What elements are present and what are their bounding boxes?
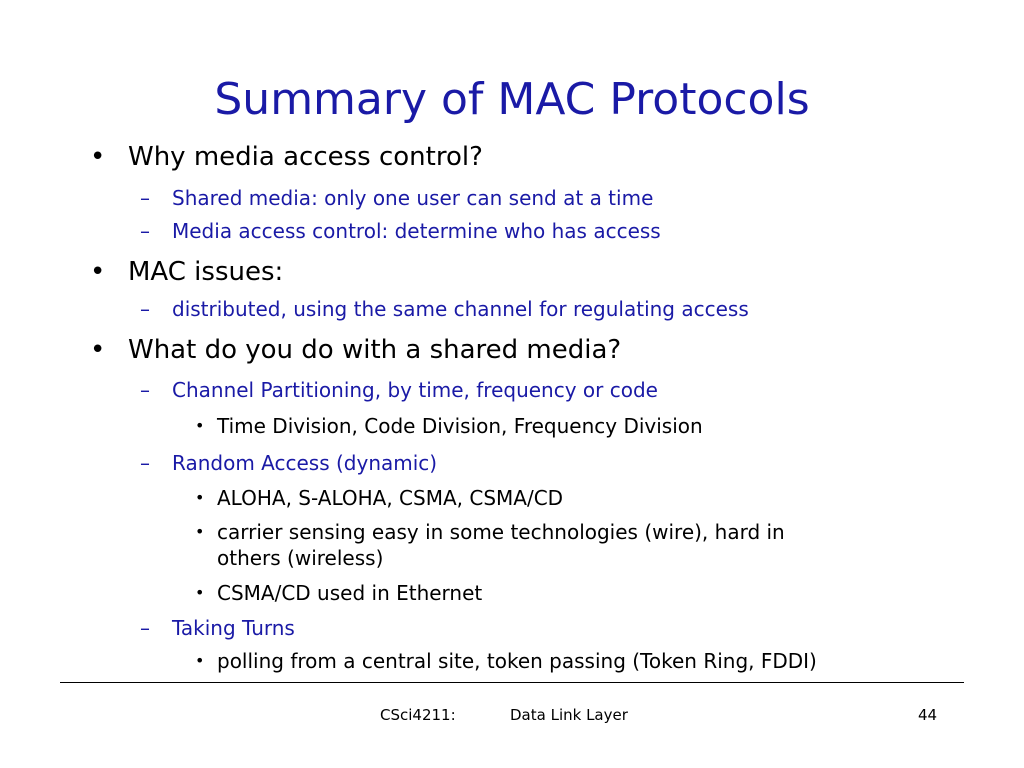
bullet-text: MAC issues: xyxy=(128,257,284,287)
footer-divider xyxy=(60,682,964,683)
bullet-item xyxy=(140,614,295,642)
bullet-item xyxy=(140,376,658,404)
bullet-item xyxy=(195,648,817,674)
bullet-marker: – xyxy=(140,378,150,402)
bullet-marker: – xyxy=(140,297,150,321)
bullet-item xyxy=(140,449,438,477)
bullet-marker: • xyxy=(195,651,205,670)
bullet-marker: • xyxy=(90,142,106,172)
bullet-text: Time Division, Code Division, Frequency Division xyxy=(217,414,703,438)
bullet-text: polling from a central site, token passing (Token Ring, FDDI) xyxy=(217,649,817,673)
bullet-text: Media access control: determine who has access xyxy=(172,219,661,243)
bullet-text: carrier sensing easy in some technologies (wire), hard in xyxy=(217,520,785,544)
bullet-text: ALOHA, S-ALOHA, CSMA, CSMA/CD xyxy=(217,486,564,510)
bullet-item xyxy=(140,217,661,245)
bullet-item xyxy=(90,140,483,174)
bullet-marker: – xyxy=(140,186,150,210)
bullet-item xyxy=(195,413,703,439)
bullet-item xyxy=(90,255,284,289)
bullet-text: Taking Turns xyxy=(172,616,295,640)
bullet-text: Shared media: only one user can send at a time xyxy=(172,186,654,210)
footer-topic: Data Link Layer xyxy=(510,706,628,724)
bullet-marker: • xyxy=(90,257,106,287)
bullet-text: CSMA/CD used in Ethernet xyxy=(217,581,483,605)
bullet-marker: • xyxy=(195,488,205,507)
bullet-marker: • xyxy=(195,416,205,435)
bullet-text: Random Access (dynamic) xyxy=(172,451,438,475)
bullet-item xyxy=(90,333,622,367)
bullet-marker: • xyxy=(195,522,205,541)
bullet-text: distributed, using the same channel for regulating access xyxy=(172,297,749,321)
bullet-marker: – xyxy=(140,451,150,475)
bullet-item xyxy=(140,184,654,212)
bullet-item xyxy=(195,519,785,545)
slide-title: Summary of MAC Protocols xyxy=(214,74,810,125)
bullet-item xyxy=(140,295,749,323)
bullet-item xyxy=(195,580,483,606)
bullet-text: What do you do with a shared media? xyxy=(128,335,622,365)
bullet-marker: • xyxy=(90,335,106,365)
bullet-marker: – xyxy=(140,616,150,640)
bullet-marker: – xyxy=(140,219,150,243)
bullet-marker: • xyxy=(195,583,205,602)
bullet-item-continuation xyxy=(217,545,383,571)
footer-page-number: 44 xyxy=(918,706,938,724)
bullet-text: others (wireless) xyxy=(217,546,384,570)
footer-course: CSci4211: xyxy=(380,706,456,724)
bullet-text: Channel Partitioning, by time, frequency or code xyxy=(172,378,658,402)
bullet-text: Why media access control? xyxy=(128,142,483,172)
bullet-item xyxy=(195,485,564,511)
